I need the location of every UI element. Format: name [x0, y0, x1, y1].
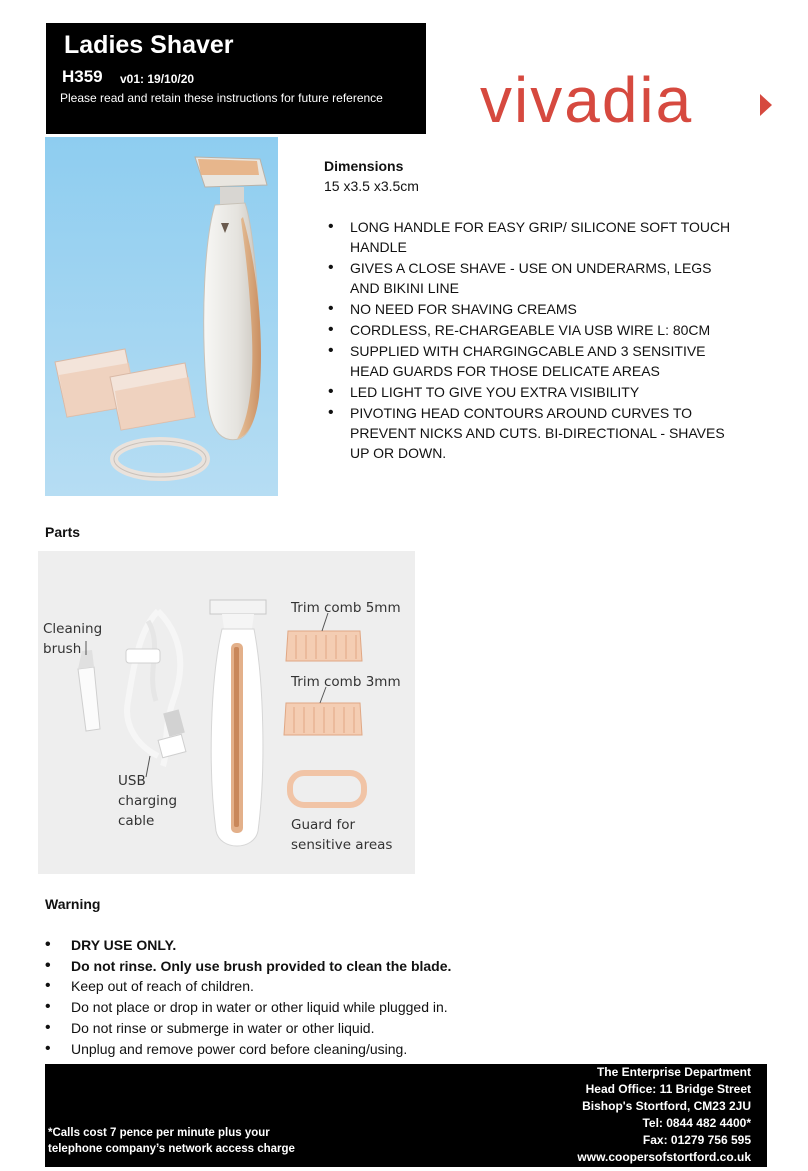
feature-item: • LED LIGHT TO GIVE YOU EXTRA VISIBILITY	[324, 382, 744, 402]
feature-item: • CORDLESS, RE-CHARGEABLE VIA USB WIRE L: 80CM	[324, 320, 744, 340]
warning-item: • Do not rinse or submerge in water or other liquid.	[45, 1018, 745, 1039]
feature-item: • GIVES A CLOSE SHAVE - USE ON UNDERARMS, LEGS AND BIKINI LINE	[324, 258, 744, 298]
version-date: v01: 19/10/20	[120, 72, 195, 86]
guard-label	[291, 815, 392, 855]
feature-item: • LONG HANDLE FOR EASY GRIP/ SILICONE SOFT TOUCH HANDLE	[324, 217, 744, 257]
label-line: sensitive areas	[291, 837, 393, 853]
model-number: H359	[62, 67, 103, 86]
address-line: The Enterprise Department	[596, 1065, 751, 1079]
product-photo	[45, 137, 278, 496]
website-link[interactable]: www.coopersofstortford.co.uk	[577, 1150, 751, 1164]
trim-comb-5mm-label: Trim comb 5mm	[291, 600, 401, 616]
calls-note	[48, 1125, 295, 1157]
logo-arrow-icon	[760, 94, 772, 116]
dimensions-label: Dimensions	[324, 158, 404, 174]
label-line: cable	[118, 813, 155, 829]
address-line: Fax: 01279 756 595	[642, 1133, 751, 1147]
vivadia-logo	[478, 60, 778, 140]
warning-item: • Do not place or drop in water or other liquid while plugged in.	[45, 997, 745, 1018]
warning-item: • Do not rinse. Only use brush provided to clean the blade.	[45, 956, 745, 977]
address-line: Tel: 0844 482 4400*	[642, 1116, 751, 1130]
feature-list	[324, 217, 744, 464]
cleaning-brush-label	[43, 619, 102, 659]
calls-note-line: telephone company’s network access charge	[48, 1143, 295, 1155]
warning-item: • DRY USE ONLY.	[45, 935, 745, 956]
address-line: Bishop's Stortford, CM23 2JU	[582, 1099, 751, 1113]
warning-heading: Warning	[45, 896, 101, 912]
label-line: brush	[43, 641, 82, 657]
label-line: USB	[118, 773, 146, 789]
trim-comb-3mm-label: Trim comb 3mm	[291, 674, 401, 690]
title-block	[46, 23, 426, 134]
label-line: Guard for	[291, 817, 356, 833]
parts-heading: Parts	[45, 524, 81, 540]
warning-item: • Unplug and remove power cord before cleaning/using.	[45, 1039, 745, 1060]
label-line: Cleaning	[43, 621, 103, 637]
feature-item: • SUPPLIED WITH CHARGINGCABLE AND 3 SENSITIVE HEAD GUARDS FOR THOSE DELICATE AREAS	[324, 341, 744, 381]
dimensions-value: 15 x3.5 x3.5cm	[324, 178, 419, 194]
label-line: charging	[118, 793, 178, 809]
address-line: Head Office: 11 Bridge Street	[585, 1082, 751, 1096]
usb-cable-label	[118, 771, 177, 831]
logo-text: vivadia	[480, 64, 694, 136]
retain-notice: Please read and retain these instructions for future reference	[60, 91, 383, 105]
company-address	[577, 1064, 751, 1166]
warning-list	[45, 935, 745, 1059]
product-title: Ladies Shaver	[64, 31, 234, 59]
parts-photo	[38, 551, 415, 874]
warning-item: • Keep out of reach of children.	[45, 976, 745, 997]
calls-note-line: *Calls cost 7 pence per minute plus your	[48, 1127, 270, 1139]
footer-block	[45, 1064, 767, 1167]
feature-item: • NO NEED FOR SHAVING CREAMS	[324, 299, 744, 319]
feature-item: • PIVOTING HEAD CONTOURS AROUND CURVES TO PREVENT NICKS AND CUTS. BI-DIRECTIONAL - SHAVES UP OR DOWN.	[324, 403, 744, 463]
